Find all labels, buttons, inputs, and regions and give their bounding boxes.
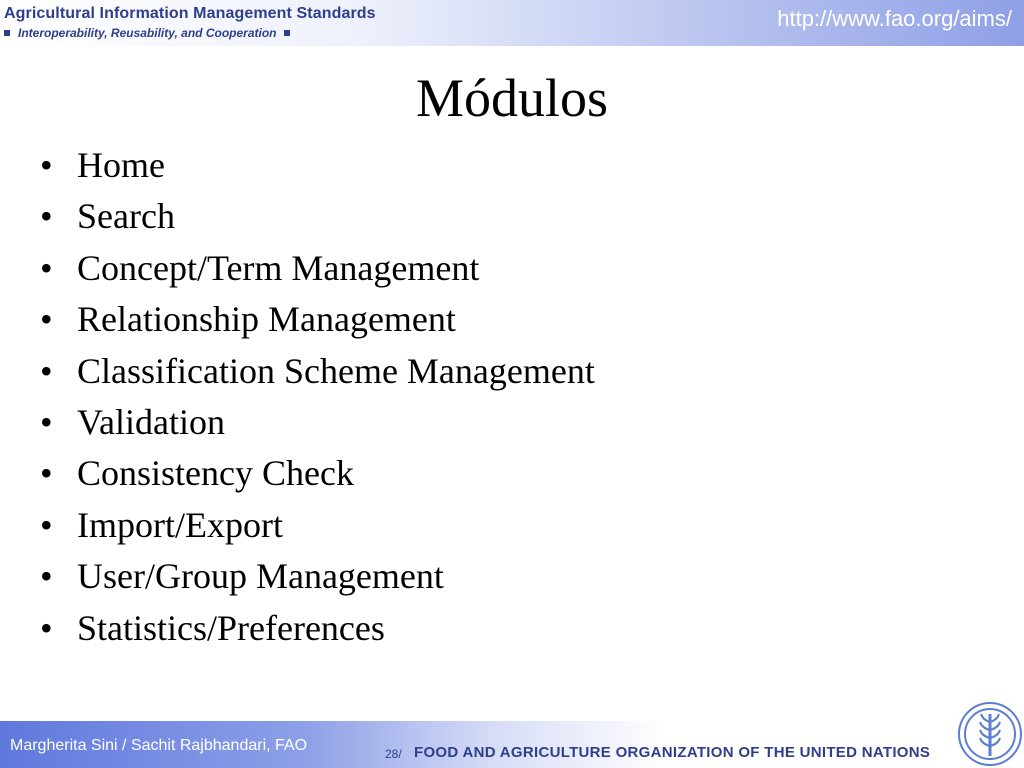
list-item-label: Search [77, 196, 175, 237]
bullet-icon: • [40, 504, 53, 545]
list-item-label: User/Group Management [77, 556, 444, 597]
header-url-link[interactable]: http://www.fao.org/aims/ [777, 6, 1012, 31]
bullet-icon: • [40, 247, 53, 288]
page-number: 28/ [385, 747, 402, 761]
square-bullet-icon [4, 30, 10, 36]
bullet-icon: • [40, 145, 53, 185]
brand-tagline [4, 26, 290, 40]
bullet-icon: • [40, 402, 53, 443]
fao-emblem-icon [958, 702, 1022, 766]
list-item [40, 397, 595, 448]
list-item-label: Validation [77, 402, 225, 443]
list-item [40, 500, 595, 551]
bullet-icon: • [40, 350, 53, 391]
list-item [40, 346, 595, 397]
header-band [0, 0, 1024, 46]
module-list [40, 140, 595, 654]
list-item-label: Home [77, 145, 165, 185]
list-item [40, 243, 595, 294]
list-item [40, 448, 595, 499]
list-item [40, 191, 595, 242]
list-item [40, 140, 595, 191]
square-bullet-icon [284, 30, 290, 36]
list-item-label: Consistency Check [77, 453, 354, 494]
bullet-icon: • [40, 607, 53, 648]
list-item [40, 603, 595, 654]
list-item [40, 551, 595, 602]
list-item-label: Import/Export [77, 504, 283, 545]
list-item [40, 294, 595, 345]
brand-title: Agricultural Information Management Standards [4, 5, 376, 22]
list-item-label: Classification Scheme Management [77, 350, 595, 391]
footer-band [0, 721, 1024, 768]
footer-authors: Margherita Sini / Sachit Rajbhandari, FAO [10, 737, 308, 754]
organization-name: FOOD AND AGRICULTURE ORGANIZATION OF THE UNITED NATIONS [414, 744, 931, 761]
bullet-icon: • [40, 196, 53, 237]
bullet-icon: • [40, 453, 53, 494]
list-item-label: Relationship Management [77, 299, 456, 340]
list-item-label: Statistics/Preferences [77, 607, 385, 648]
slide-title: Módulos [415, 68, 609, 128]
tagline-text: Interoperability, Reusability, and Cooperation [18, 26, 277, 40]
bullet-icon: • [40, 299, 53, 340]
list-item-label: Concept/Term Management [77, 247, 480, 288]
bullet-icon: • [40, 556, 53, 597]
